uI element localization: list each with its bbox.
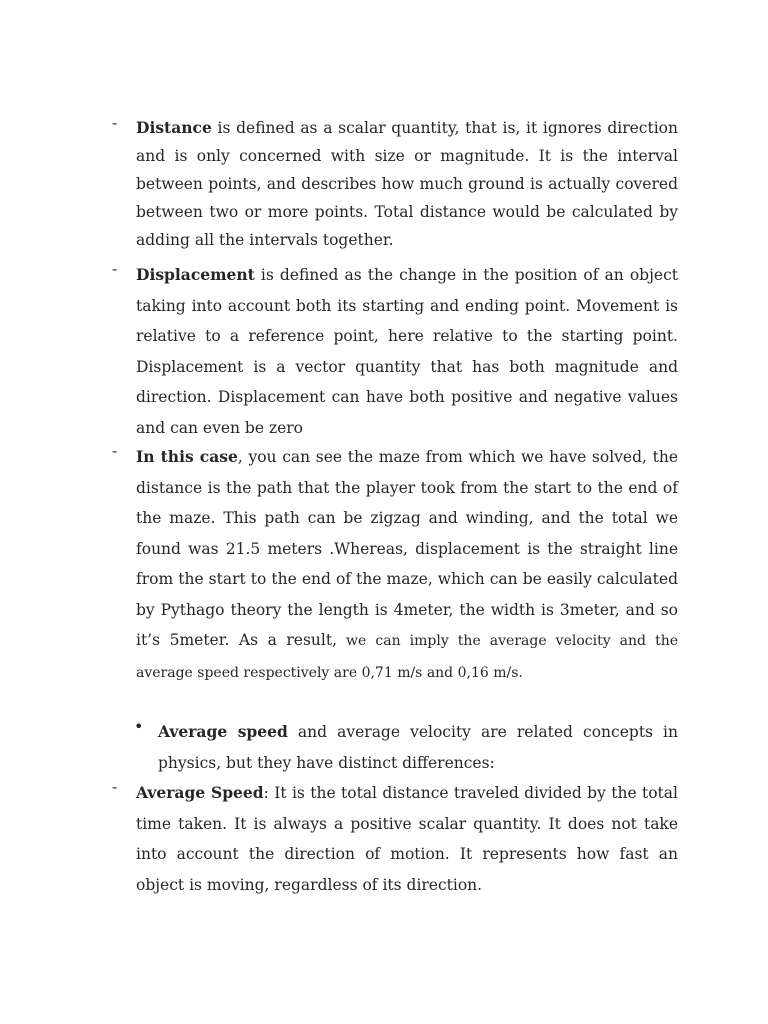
- term-in-this-case: In this case: [136, 447, 238, 466]
- paragraph-body: , you can see the maze from which we have solved, the distance is the path that the player took from the start to the end of the maze. This path can be zigzag and winding, and the total we found was 21.5 meters .Whereas, displacement is the straight line from the start to the end of the maze, which can be easily calculated by Pythago theory the length is 4meter, the width is 3meter, and so it’s 5meter. As a result,: [136, 448, 678, 649]
- dash-marker: -: [112, 260, 118, 278]
- term-displacement: Displacement: [136, 265, 255, 284]
- paragraph-body-small: we can imply the average velocity and the average speed respectively are 0,71 m/s and 0,16 m/s.: [136, 633, 678, 681]
- list-item-average-speed-definition: [112, 778, 678, 900]
- paragraph-body: and average velocity are related concepts in physics, but they have distinct differences:: [158, 723, 679, 772]
- list-item-displacement: [112, 260, 678, 443]
- dash-marker: -: [112, 114, 118, 132]
- term-distance: Distance: [136, 118, 212, 137]
- dash-marker: -: [112, 442, 118, 460]
- paragraph-average-speed-definition: [136, 778, 678, 900]
- term-average-speed-definition: Average Speed: [136, 783, 264, 802]
- paragraph-body: is defined as a scalar quantity, that is, it ignores direction and is only concerned with size or magnitude. It is the interval between points, and describes how much ground is actually covered between two or more points. Total distance would be calculated by adding all the intervals together.: [136, 119, 678, 249]
- bullet-marker: •: [134, 717, 144, 736]
- dash-marker: -: [112, 778, 118, 796]
- list-item-average-speed-intro: [134, 717, 678, 778]
- paragraph-in-this-case: [136, 442, 678, 688]
- list-item-in-this-case: [112, 442, 678, 688]
- paragraph-average-speed-intro: [158, 717, 678, 778]
- term-average-speed: Average speed: [158, 722, 288, 741]
- paragraph-body: is defined as the change in the position of an object taking into account both its starting and ending point. Movement is relative to a reference point, here relative to the starting point. Displacement is a vector quantity that has both magnitude and direction. Displacement can have both positive and negative values and can even be zero: [136, 266, 678, 437]
- list-item-distance: [112, 114, 678, 254]
- paragraph-body: : It is the total distance traveled divided by the total time taken. It is always a positive scalar quantity. It does not take into account the direction of motion. It represents how fast an object is moving, regardless of its direction.: [136, 784, 678, 894]
- paragraph-distance: [136, 114, 678, 254]
- paragraph-displacement: [136, 260, 678, 443]
